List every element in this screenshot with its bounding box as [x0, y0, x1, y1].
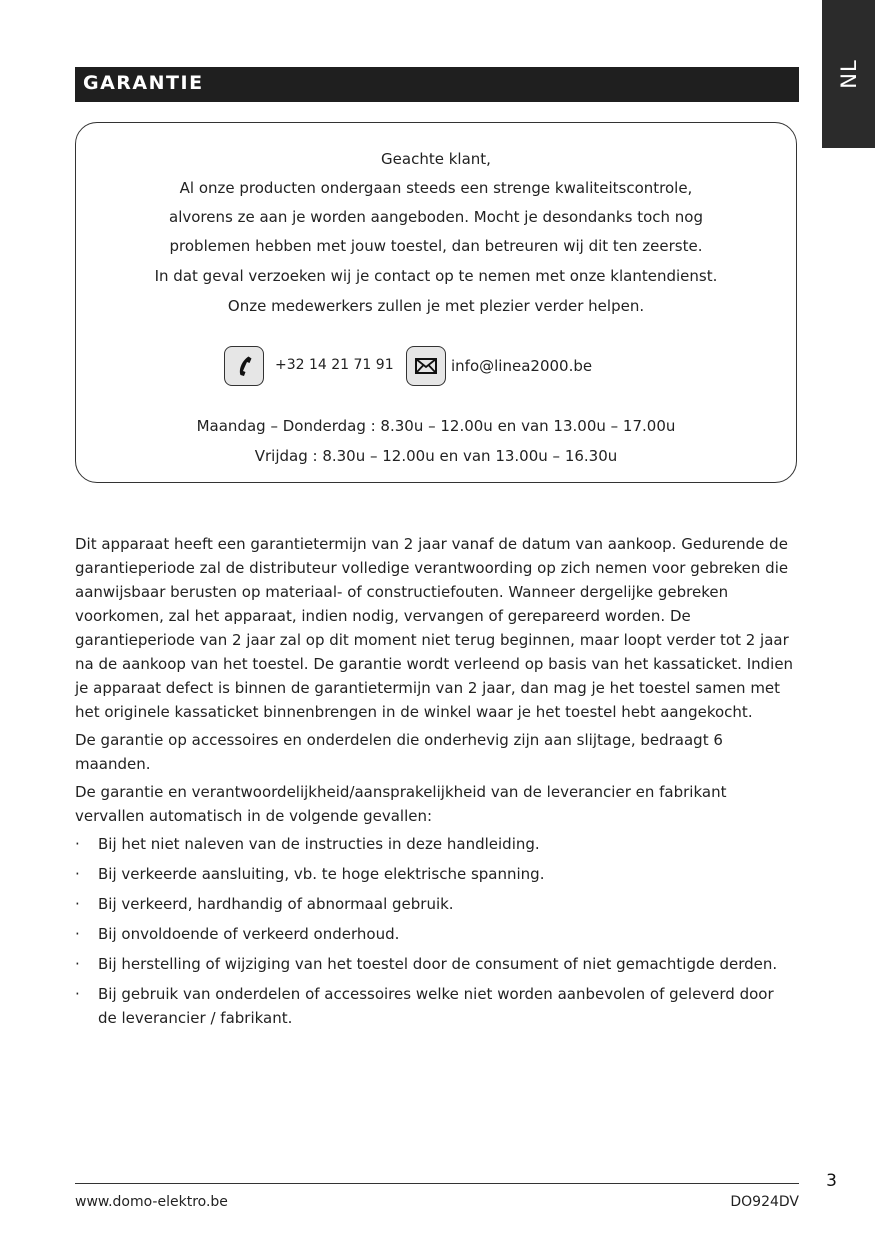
list-item-text: Bij herstelling of wijziging van het toestel door de consument of niet gemachtigde derden. — [98, 955, 778, 973]
section-title: GARANTIE — [83, 72, 204, 94]
list-item — [75, 892, 797, 916]
footer-model: DO924DV — [730, 1194, 799, 1210]
list-item-text: Bij gebruik van onderdelen of accessoires welke niet worden aanbevolen of geleverd door de leverancier / fabrikant. — [98, 985, 774, 1027]
liability-paragraph: De garantie en verantwoordelijkheid/aansprakelijkheid van de leverancier en fabrikant vervallen automatisch in de volgende gevallen: — [75, 783, 727, 825]
warranty-text — [75, 532, 797, 1036]
list-item — [75, 832, 797, 856]
list-item-text: Bij verkeerde aansluiting, vb. te hoge elektrische spanning. — [98, 865, 545, 883]
bullet: · — [75, 895, 80, 913]
list-item-text: Bij het niet naleven van de instructies in deze handleiding. — [98, 835, 540, 853]
list-item — [75, 922, 797, 946]
phone-number: +32 14 21 71 91 — [275, 357, 394, 373]
list-item — [75, 952, 797, 976]
phone-icon — [224, 346, 264, 386]
contact-box — [75, 122, 797, 483]
list-item — [75, 982, 797, 1030]
list-item — [75, 862, 797, 886]
bullet: · — [75, 985, 80, 1003]
intro-line: In dat geval verzoeken wij je contact op te nemen met onze klantendienst. — [154, 267, 718, 285]
hours-friday: Vrijdag : 8.30u – 12.00u en van 13.00u – 16.30u — [254, 447, 618, 465]
mail-icon — [406, 346, 446, 386]
bullet: · — [75, 925, 80, 943]
greeting-line: Geachte klant, — [381, 150, 491, 168]
hours-weekdays: Maandag – Donderdag : 8.30u – 12.00u en van 13.00u – 17.00u — [196, 417, 676, 435]
language-tab — [822, 0, 875, 148]
list-item-text: Bij onvoldoende of verkeerd onderhoud. — [98, 925, 400, 943]
page-number: 3 — [826, 1171, 837, 1191]
section-header — [75, 67, 799, 102]
intro-line: Onze medewerkers zullen je met plezier verder helpen. — [227, 297, 645, 315]
exclusion-list — [75, 832, 797, 1030]
intro-line: Al onze producten ondergaan steeds een strenge kwaliteitscontrole, — [179, 179, 693, 197]
list-item-text: Bij verkeerd, hardhandig of abnormaal gebruik. — [98, 895, 454, 913]
bullet: · — [75, 865, 80, 883]
language-tab-label: NL — [836, 59, 861, 89]
intro-line: alvorens ze aan je worden aangeboden. Mocht je desondanks toch nog — [169, 208, 703, 226]
footer-divider — [75, 1183, 799, 1184]
contact-row — [76, 346, 796, 390]
wear-parts-paragraph: De garantie op accessoires en onderdelen die onderhevig zijn aan slijtage, bedraagt 6 maanden. — [75, 731, 723, 773]
intro-line: problemen hebben met jouw toestel, dan betreuren wij dit ten zeerste. — [169, 237, 703, 255]
footer-website: www.domo-elektro.be — [75, 1194, 228, 1210]
bullet: · — [75, 955, 80, 973]
warranty-paragraph: Dit apparaat heeft een garantietermijn van 2 jaar vanaf de datum van aankoop. Gedurende de garantieperiode zal de distributeur volledige verantwoording op zich nemen voor gebreken die aanwijsbaar berusten op materiaal- of constructiefouten. Wanneer dergelijke gebreken voorkomen, zal het apparaat, indien nodig, vervangen of gerepareerd worden. De garantieperiode van 2 jaar zal op dit moment niet terug beginnen, maar loopt verder tot 2 jaar na de aankoop van het toestel. De garantie wordt verleend op basis van het kassaticket. Indien je apparaat defect is binnen de garantietermijn van 2 jaar, dan mag je het toestel samen met het originele kassaticket binnenbrengen in de winkel waar je het toestel hebt aangekocht. — [75, 535, 794, 721]
bullet: · — [75, 835, 80, 853]
email-address: info@linea2000.be — [451, 357, 593, 375]
